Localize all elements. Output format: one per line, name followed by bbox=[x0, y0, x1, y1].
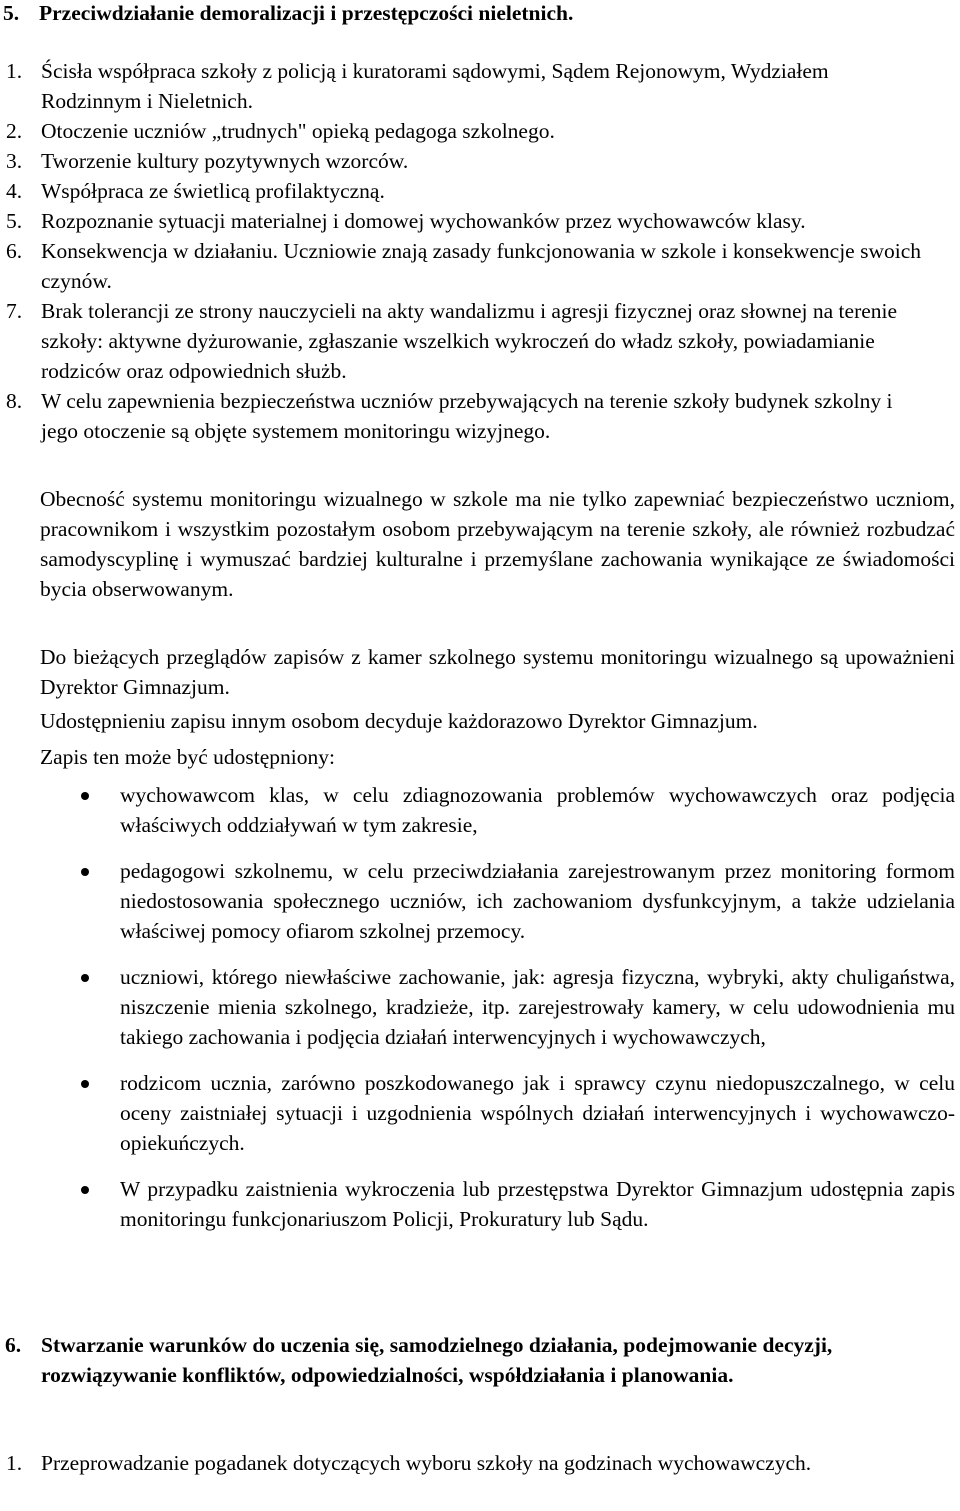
section-5-number: 5. bbox=[3, 1, 20, 25]
item-number: 1. bbox=[6, 59, 23, 83]
paragraph-monitoring-purpose: Obecność systemu monitoringu wizualnego w szkole ma nie tylko zapewniać bezpieczeństwo uczniom, pracownikom i wszystkim pozostałym osobom przebywającym na terenie szkoły, ale również rozbudzać samodyscyplinę i wymuszać bardziej kulturalne i przemyślane zachowania wynikające ze świadomości bycia obserwowanym. bbox=[40, 487, 955, 601]
paragraph-access-intro: Zapis ten może być udostępniony: bbox=[40, 745, 335, 769]
section-6-number: 6. bbox=[5, 1333, 22, 1357]
item-number: 8. bbox=[6, 389, 23, 413]
list-item bbox=[0, 146, 930, 176]
bullet-item bbox=[0, 1068, 955, 1158]
section-5-title: Przeciwdziałanie demoralizacji i przestępczości nieletnich. bbox=[39, 1, 574, 25]
section-6-title: Stwarzanie warunków do uczenia się, samodzielnego działania, podejmowanie decyzji, rozwiązywanie konfliktów, odpowiedzialności, współdziałania i planowania. bbox=[41, 1333, 833, 1387]
item-number: 3. bbox=[6, 149, 23, 173]
list-item bbox=[0, 176, 930, 206]
bullet-text: wychowawcom klas, w celu zdiagnozowania problemów wychowawczych oraz podjęcia właściwych oddziaływań w tym zakresie, bbox=[120, 783, 955, 837]
item-number: 5. bbox=[6, 209, 23, 233]
paragraph-review-authority: Do bieżących przeglądów zapisów z kamer szkolnego systemu monitoringu wizualnego są upoważnieni Dyrektor Gimnazjum. bbox=[40, 645, 955, 699]
item-number: 2. bbox=[6, 119, 23, 143]
bullet-icon bbox=[81, 974, 89, 982]
list-item bbox=[0, 206, 930, 236]
item-text: Przeprowadzanie pogadanek dotyczących wyboru szkoły na godzinach wychowawczych. bbox=[41, 1451, 812, 1475]
item-text: Tworzenie kultury pozytywnych wzorców. bbox=[41, 149, 409, 173]
item-text: Otoczenie uczniów „trudnych" opieką pedagoga szkolnego. bbox=[41, 119, 555, 143]
list-item bbox=[0, 1448, 930, 1478]
item-text: Ścisła współpraca szkoły z policją i kuratorami sądowymi, Sądem Rejonowym, Wydziałem Rodzinnym i Nieletnich. bbox=[41, 59, 829, 113]
item-number: 4. bbox=[6, 179, 23, 203]
access-bullet-list bbox=[0, 780, 955, 1250]
bullet-text: uczniowi, którego niewłaściwe zachowanie, jak: agresja fizyczna, wybryki, akty chuligaństwa, niszczenie mienia szkolnego, kradzieże, itp. zarejestrowały kamery, w celu udowodnienia mu takiego zachowania i podjęcia działań interwencyjnych i wychowawczych, bbox=[120, 965, 955, 1049]
section-5-list bbox=[0, 56, 930, 446]
list-item bbox=[0, 56, 930, 116]
section-6-heading bbox=[0, 1330, 940, 1390]
list-item bbox=[0, 236, 930, 296]
bullet-text: W przypadku zaistnienia wykroczenia lub przestępstwa Dyrektor Gimnazjum udostępnia zapis monitoringu funkcjonariuszom Policji, Prokuratury lub Sądu. bbox=[120, 1177, 955, 1231]
bullet-icon bbox=[81, 1080, 89, 1088]
bullet-icon bbox=[81, 868, 89, 876]
bullet-icon bbox=[81, 792, 89, 800]
bullet-item bbox=[0, 780, 955, 840]
bullet-text: pedagogowi szkolnemu, w celu przeciwdziałania zarejestrowanym przez monitoring formom niedostosowania społecznego uczniów, ich zachowaniom dysfunkcyjnym, a także udzielania właściwej pomocy ofiarom szkolnej przemocy. bbox=[120, 859, 955, 943]
section-5-heading bbox=[0, 0, 940, 28]
item-text: Rozpoznanie sytuacji materialnej i domowej wychowanków przez wychowawców klasy. bbox=[41, 209, 806, 233]
paragraph-access-decision: Udostępnieniu zapisu innym osobom decyduje każdorazowo Dyrektor Gimnazjum. bbox=[40, 709, 758, 733]
item-text: W celu zapewnienia bezpieczeństwa uczniów przebywających na terenie szkoły budynek szkolny i jego otoczenie są objęte systemem monitoringu wizyjnego. bbox=[41, 389, 893, 443]
bullet-item bbox=[0, 1174, 955, 1234]
section-6-list bbox=[0, 1448, 930, 1478]
bullet-item bbox=[0, 856, 955, 946]
item-number: 1. bbox=[6, 1451, 23, 1475]
bullet-text: rodzicom ucznia, zarówno poszkodowanego jak i sprawcy czynu niedopuszczalnego, w celu oceny zaistniałej sytuacji i uzgodnienia wspólnych działań interwencyjnych i wychowawczo-opiekuńczych. bbox=[120, 1071, 955, 1155]
item-number: 6. bbox=[6, 239, 23, 263]
list-item bbox=[0, 386, 930, 446]
list-item bbox=[0, 116, 930, 146]
item-text: Brak tolerancji ze strony nauczycieli na akty wandalizmu i agresji fizycznej oraz słownej na terenie szkoły: aktywne dyżurowanie, zgłaszanie wszelkich wykroczeń do władz szkoły, powiadamianie rodziców oraz odpowiednich służb. bbox=[41, 299, 898, 383]
list-item bbox=[0, 296, 930, 386]
bullet-item bbox=[0, 962, 955, 1052]
item-number: 7. bbox=[6, 299, 23, 323]
item-text: Konsekwencja w działaniu. Uczniowie znają zasady funkcjonowania w szkole i konsekwencje swoich czynów. bbox=[41, 239, 921, 293]
bullet-icon bbox=[81, 1186, 89, 1194]
item-text: Współpraca ze świetlicą profilaktyczną. bbox=[41, 179, 385, 203]
